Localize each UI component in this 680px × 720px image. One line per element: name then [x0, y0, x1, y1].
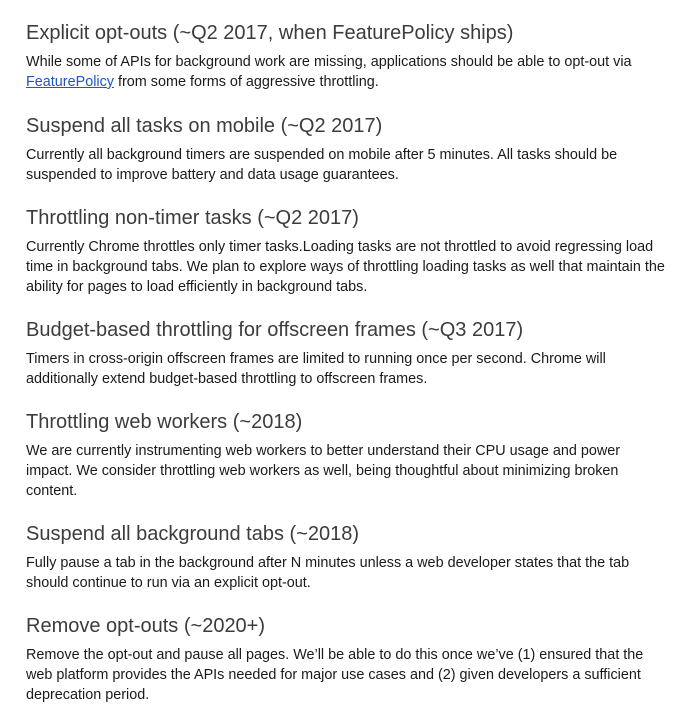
- section-heading: Budget-based throttling for offscreen frames (~Q3 2017): [26, 319, 524, 341]
- section-suspend-background-tabs: [26, 521, 666, 593]
- section-budget-based-throttling: [26, 317, 666, 389]
- section-body: Currently Chrome throttles only timer tasks.Loading tasks are not throttled to avoid regressing load time in background tabs. We plan to explore ways of throttling loading tasks as well that maintain the ability for pages to load efficiently in background tabs.: [26, 239, 665, 295]
- section-suspend-tasks-mobile: [26, 113, 666, 185]
- section-heading: Explicit opt-outs (~Q2 2017, when FeaturePolicy ships): [26, 22, 514, 44]
- section-heading: Throttling web workers (~2018): [26, 411, 303, 433]
- section-body: [26, 52, 666, 92]
- section-remove-opt-outs: [26, 613, 666, 705]
- section-body: Fully pause a tab in the background after N minutes unless a web developer states that the tab should continue to run via an explicit opt-out.: [26, 555, 630, 591]
- section-throttling-web-workers: [26, 409, 666, 501]
- body-text: from some forms of aggressive throttling.: [113, 74, 379, 90]
- section-body: Currently all background timers are suspended on mobile after 5 minutes. All tasks should be suspended to improve battery and data usage guarantees.: [26, 147, 618, 183]
- section-heading: Remove opt-outs (~2020+): [26, 615, 266, 637]
- section-throttling-non-timer-tasks: [26, 205, 666, 297]
- section-body: We are currently instrumenting web workers to better understand their CPU usage and power impact. We consider throttling web workers as well, being thoughtful about minimizing broken content.: [26, 443, 621, 499]
- body-text: While some of APIs for background work are missing, applications should be able to opt-out via: [26, 54, 632, 70]
- section-body: Timers in cross-origin offscreen frames are limited to running once per second. Chrome will additionally extend budget-based throttling to offscreen frames.: [26, 351, 606, 387]
- section-heading: Suspend all background tabs (~2018): [26, 523, 360, 545]
- section-explicit-opt-outs: [26, 20, 666, 92]
- section-body: Remove the opt-out and pause all pages. We’ll be able to do this once we’ve (1) ensured that the web platform provides the APIs needed for major use cases and (2) given developers a sufficient deprecation period.: [26, 647, 644, 703]
- section-heading: Suspend all tasks on mobile (~Q2 2017): [26, 115, 383, 137]
- section-heading: Throttling non-timer tasks (~Q2 2017): [26, 207, 359, 229]
- featurepolicy-link[interactable]: FeaturePolicy: [26, 74, 114, 90]
